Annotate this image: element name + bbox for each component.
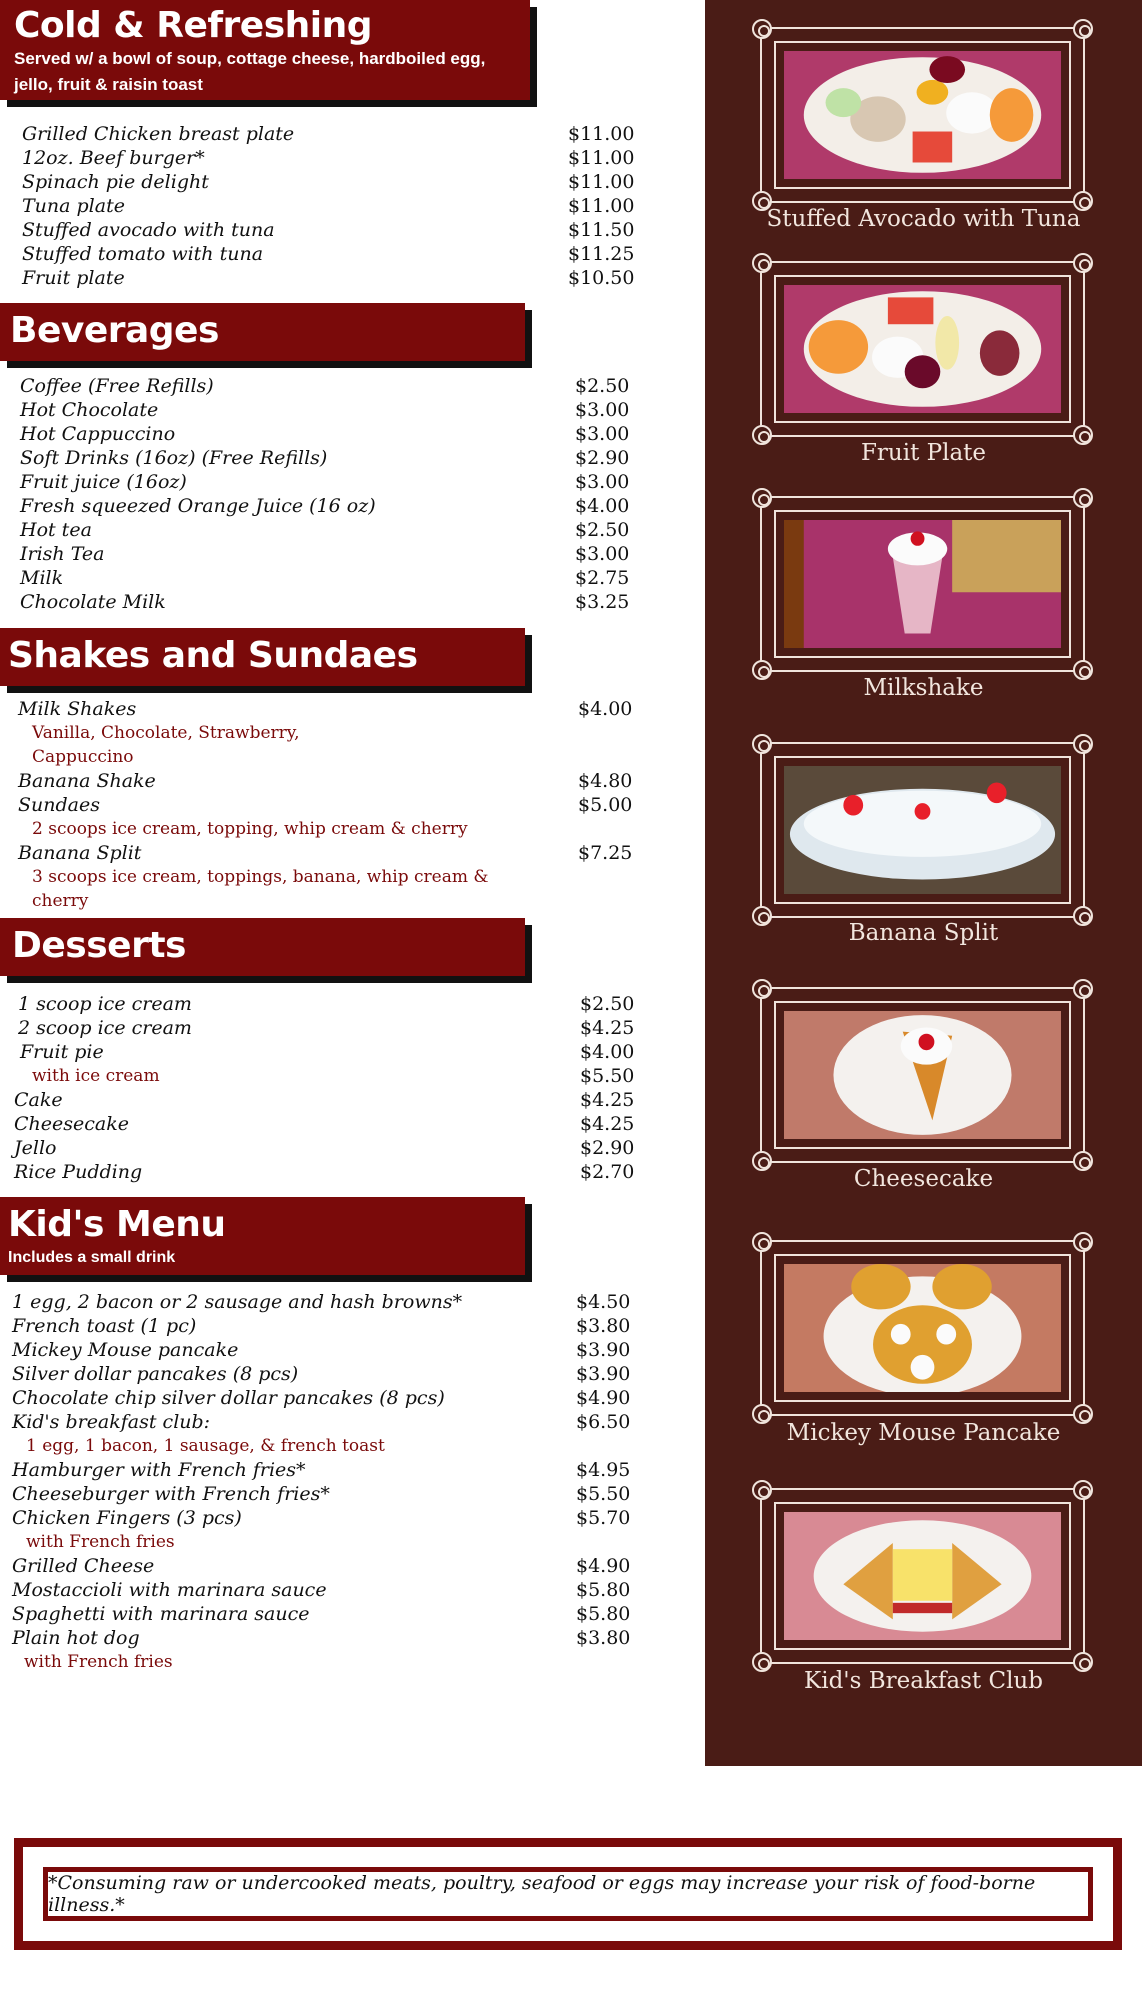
item-note: 2 scoops ice cream, topping, whip cream & cherry <box>32 819 468 839</box>
item-price: $11.00 <box>568 123 635 145</box>
photo-frame <box>760 1240 1085 1416</box>
disclaimer-box <box>14 1838 1122 1950</box>
list-item <box>20 422 660 446</box>
item-note: with French fries <box>24 1652 173 1672</box>
photo-frame <box>760 742 1085 918</box>
item-list-beverages <box>20 374 660 614</box>
item-name: Fruit plate <box>22 267 125 289</box>
item-price: $3.00 <box>575 423 630 445</box>
item-name: Hot Cappuccino <box>20 423 176 445</box>
photo-caption: Banana Split <box>848 920 999 946</box>
item-note: 1 egg, 1 bacon, 1 sausage, & french toast <box>26 1436 385 1456</box>
item-name: Spinach pie delight <box>22 171 209 193</box>
food-photo <box>784 285 1061 413</box>
list-item: Banana Split $7.25 <box>18 842 633 864</box>
list-item: Chicken Fingers (3 pcs) $5.70 <box>12 1507 631 1529</box>
list-item: Jello $2.90 <box>14 1137 635 1159</box>
section-header-cold <box>0 0 530 100</box>
list-item: Cheeseburger with French fries* $5.50 <box>12 1483 631 1505</box>
item-price: $3.00 <box>575 471 630 493</box>
item-price: $11.00 <box>568 171 635 193</box>
list-item: 1 egg, 2 bacon or 2 sausage and hash browns* $4.50 <box>12 1291 631 1313</box>
list-item <box>20 590 660 614</box>
list-item: Spaghetti with marinara sauce $5.80 <box>12 1603 631 1625</box>
list-item: Fruit pie $4.00 <box>20 1041 635 1063</box>
item-name: Milk <box>20 567 64 589</box>
item-name: Coffee (Free Refills) <box>20 375 214 397</box>
list-item: Hamburger with French fries* $4.95 <box>12 1459 631 1481</box>
list-item <box>22 218 662 242</box>
list-item: 2 scoop ice cream $4.25 <box>18 1017 635 1039</box>
item-name: Tuna plate <box>22 195 125 217</box>
photo-caption: Milkshake <box>863 675 984 701</box>
item-name: Grilled Chicken breast plate <box>22 123 295 145</box>
section-title: Kid's Menu <box>8 1204 226 1245</box>
section-subtitle: jello, fruit & raisin toast <box>14 74 203 94</box>
list-item <box>22 242 662 266</box>
list-item: 1 scoop ice cream $2.50 <box>18 993 635 1015</box>
list-item: Grilled Cheese $4.90 <box>12 1555 631 1577</box>
photo-caption: Mickey Mouse Pancake <box>786 1420 1061 1446</box>
item-name: Stuffed tomato with tuna <box>22 243 264 265</box>
item-name: Chocolate Milk <box>20 591 166 613</box>
list-item <box>22 194 662 218</box>
item-price: $2.90 <box>575 447 630 469</box>
list-item: with ice cream $5.50 <box>32 1065 635 1087</box>
item-note: with French fries <box>26 1532 175 1552</box>
list-item: Sundaes $5.00 <box>18 794 633 816</box>
photo-caption: Fruit Plate <box>860 440 987 466</box>
photo-frame <box>760 261 1085 437</box>
section-header-kids <box>0 1197 525 1275</box>
item-note: Vanilla, Chocolate, Strawberry, <box>32 723 300 743</box>
photo-caption: Stuffed Avocado with Tuna <box>766 206 1081 232</box>
photo-frame <box>760 1488 1085 1664</box>
list-item <box>22 122 662 146</box>
item-name: Irish Tea <box>20 543 105 565</box>
item-name: Fruit juice (16oz) <box>20 471 187 493</box>
item-list-shakes <box>18 697 658 913</box>
item-name: Fresh squeezed Orange Juice (16 oz) <box>20 495 376 517</box>
list-item: Cheesecake $4.25 <box>14 1113 635 1135</box>
item-name: Hot tea <box>20 519 92 541</box>
item-list-cold <box>22 122 662 290</box>
list-item <box>22 170 662 194</box>
section-header-shakes <box>0 628 525 686</box>
item-name: Soft Drinks (16oz) (Free Refills) <box>20 447 328 469</box>
item-price: $3.25 <box>575 591 630 613</box>
food-photo <box>784 766 1061 894</box>
item-name: Hot Chocolate <box>20 399 159 421</box>
section-title: Shakes and Sundaes <box>8 635 418 676</box>
item-price: $11.25 <box>568 243 635 265</box>
item-note: cherry <box>32 891 89 911</box>
list-item: Mickey Mouse pancake $3.90 <box>12 1339 631 1361</box>
list-item <box>20 446 660 470</box>
item-price: $11.00 <box>568 195 635 217</box>
list-item: Kid's breakfast club: $6.50 <box>12 1411 631 1433</box>
photo-frame <box>760 987 1085 1163</box>
photo-caption: Kid's Breakfast Club <box>804 1668 1043 1694</box>
list-item <box>20 518 660 542</box>
list-item: Rice Pudding $2.70 <box>14 1161 635 1183</box>
item-note: Cappuccino <box>32 747 134 767</box>
photo-frame <box>760 27 1085 203</box>
disclaimer-text: *Consuming raw or undercooked meats, poultry, seafood or eggs may increase your risk of food-borne illness.* <box>48 1872 1036 1916</box>
list-item <box>22 146 662 170</box>
item-note: 3 scoops ice cream, toppings, banana, whip cream & <box>32 867 489 887</box>
list-item: Milk Shakes $4.00 <box>18 698 633 720</box>
list-item: Mostaccioli with marinara sauce $5.80 <box>12 1579 631 1601</box>
section-subtitle: Includes a small drink <box>8 1248 176 1266</box>
list-item <box>20 566 660 590</box>
list-item <box>20 542 660 566</box>
list-item <box>20 398 660 422</box>
list-item: French toast (1 pc) $3.80 <box>12 1315 631 1337</box>
item-price: $4.00 <box>575 495 630 517</box>
item-list-kids <box>12 1290 652 1674</box>
food-photo <box>784 520 1061 648</box>
list-item: Chocolate chip silver dollar pancakes (8 pcs) $4.90 <box>12 1387 631 1409</box>
item-price: $2.50 <box>575 519 630 541</box>
item-list-desserts <box>14 992 654 1184</box>
food-photo <box>784 1264 1061 1392</box>
list-item <box>20 470 660 494</box>
list-item <box>20 374 660 398</box>
section-title: Desserts <box>12 925 186 966</box>
section-header-beverages <box>0 303 525 361</box>
photo-frame <box>760 496 1085 672</box>
item-name: Stuffed avocado with tuna <box>22 219 275 241</box>
item-price: $11.00 <box>568 147 635 169</box>
food-photo <box>784 1011 1061 1139</box>
photo-caption: Cheesecake <box>853 1166 994 1192</box>
item-price: $10.50 <box>568 267 635 289</box>
item-price: $2.75 <box>575 567 630 589</box>
list-item: Banana Shake $4.80 <box>18 770 633 792</box>
item-price: $2.50 <box>575 375 630 397</box>
item-price: $11.50 <box>568 219 635 241</box>
section-title: Beverages <box>10 310 219 351</box>
food-photo <box>784 51 1061 179</box>
list-item: Silver dollar pancakes (8 pcs) $3.90 <box>12 1363 631 1385</box>
item-price: $3.00 <box>575 399 630 421</box>
list-item: Plain hot dog $3.80 <box>12 1627 631 1649</box>
item-price: $3.00 <box>575 543 630 565</box>
list-item <box>20 494 660 518</box>
section-header-desserts <box>0 918 525 976</box>
list-item <box>22 266 662 290</box>
section-subtitle: Served w/ a bowl of soup, cottage cheese, hardboiled egg, <box>14 48 486 68</box>
section-title: Cold & Refreshing <box>14 5 372 46</box>
list-item: Cake $4.25 <box>14 1089 635 1111</box>
item-name: 12oz. Beef burger* <box>22 147 205 169</box>
food-photo <box>784 1512 1061 1640</box>
photo-panel <box>705 0 1142 1766</box>
